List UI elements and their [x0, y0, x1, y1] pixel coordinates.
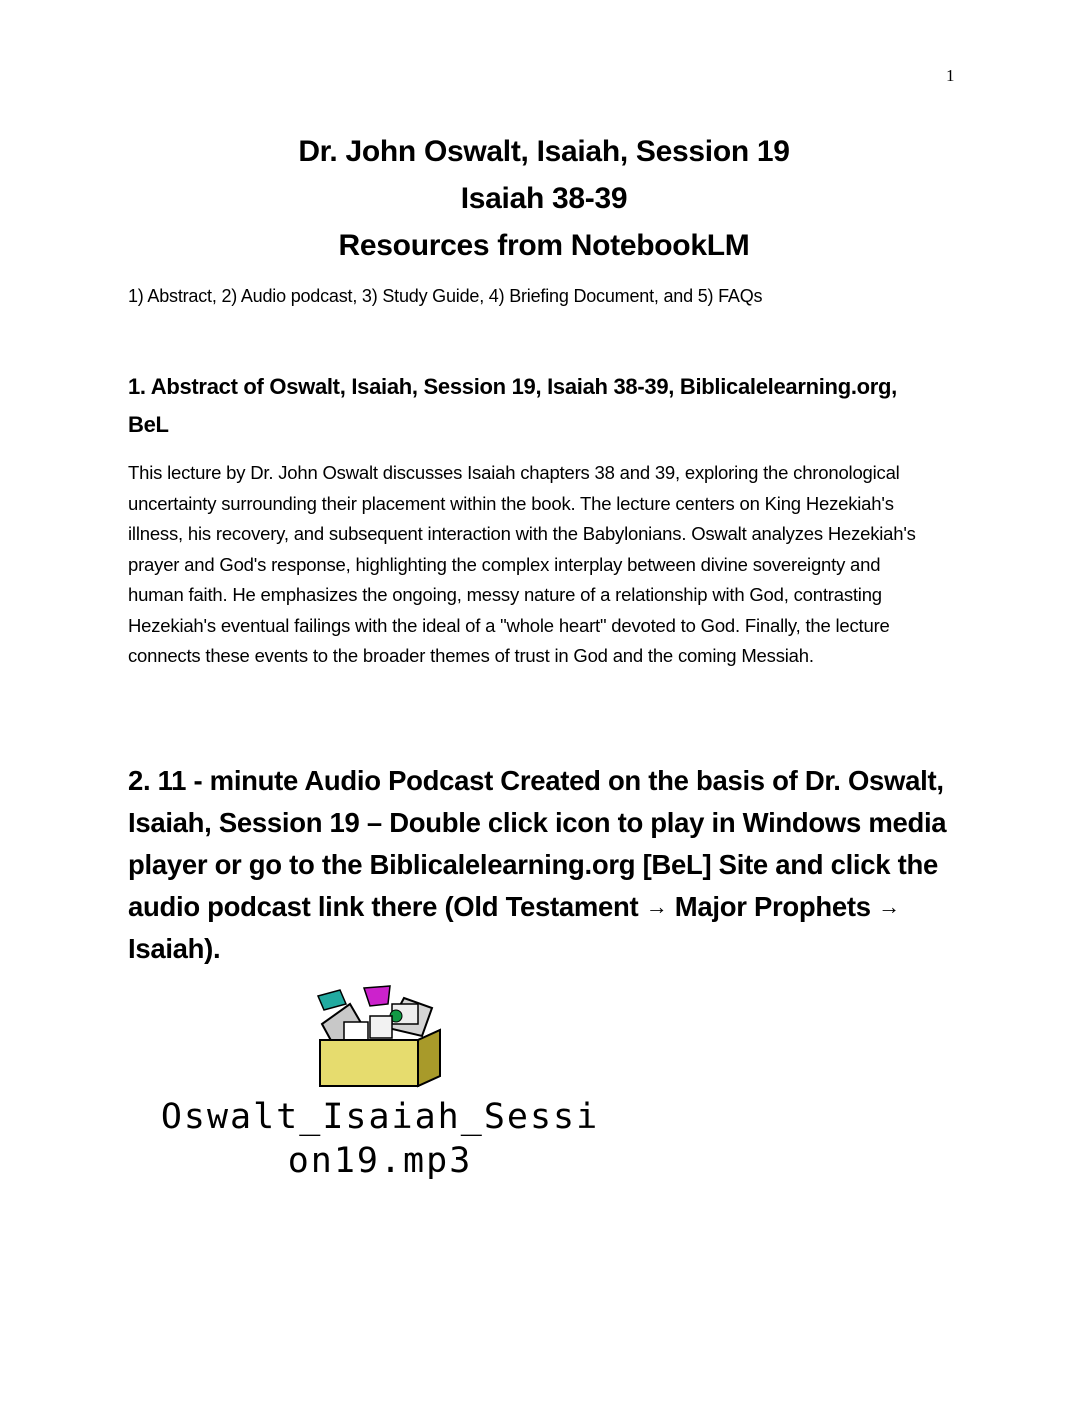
- arrow-right-icon: →: [878, 894, 900, 919]
- package-icon[interactable]: [300, 984, 450, 1088]
- audio-file-name[interactable]: Oswalt_Isaiah_Sessi on19.mp3: [160, 1097, 600, 1181]
- document-title: [0, 128, 1088, 269]
- title-line-3: Resources from NotebookLM: [338, 229, 750, 262]
- section-2-heading-text-3: Isaiah).: [128, 933, 221, 964]
- contents-line: 1) Abstract, 2) Audio podcast, 3) Study Guide, 4) Briefing Document, and 5) FAQs: [128, 286, 763, 306]
- section-2-heading-text-2: Major Prophets: [667, 891, 879, 922]
- abstract-paragraph: This lecture by Dr. John Oswalt discusses Isaiah chapters 38 and 39, exploring the chronological uncertainty surrounding their placement within the book. The lecture centers on King Hezekiah's illness, his recovery, and subsequent interaction with the Babylonians. Oswalt analyzes Hezekiah's prayer and God's response, highlighting the complex interplay between divine sovereignty and human faith. He emphasizes the ongoing, messy nature of a relationship with God, contrasting Hezekiah's eventual failings with the ideal of a "whole heart" devoted to God. Finally, the lecture connects these events to the broader themes of trust in God and the coming Messiah.: [128, 462, 916, 666]
- section-2-heading-text-1: 2. 11 - minute Audio Podcast Created on the basis of Dr. Oswalt, Isaiah, Session 19 – Double click icon to play in Windows media player or go to the Biblicalelearning.org [BeL] Site and click the audio podcast link there (Old Testament: [128, 765, 947, 922]
- title-line-1: Dr. John Oswalt, Isaiah, Session 19: [298, 135, 790, 168]
- title-line-2: Isaiah 38-39: [460, 182, 628, 215]
- page-number: 1: [946, 66, 955, 85]
- section-2-heading: [128, 760, 968, 970]
- section-1-heading: 1. Abstract of Oswalt, Isaiah, Session 19, Isaiah 38-39, Biblicalelearning.org, BeL: [128, 374, 897, 437]
- arrow-right-icon: →: [645, 894, 668, 919]
